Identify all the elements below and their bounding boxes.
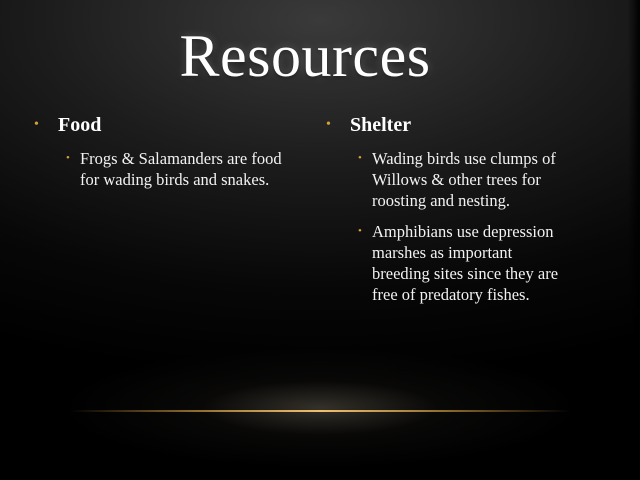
shelter-sub-list [358, 148, 596, 305]
list-item-text: Wading birds use clumps of Willows & other trees for roosting and nesting. [372, 149, 556, 210]
right-column [326, 112, 596, 315]
bullet-icon: • [326, 117, 331, 132]
food-sub-list [66, 148, 292, 190]
floor-accent-line [70, 410, 570, 412]
bullet-icon: • [358, 225, 362, 237]
list-item [66, 148, 292, 190]
slide-edge [628, 0, 640, 480]
left-column [34, 112, 292, 200]
bullet-item-shelter [326, 112, 596, 138]
list-item-text: Frogs & Salamanders are food for wading birds and snakes. [80, 149, 282, 189]
column-heading-food: Food [58, 114, 102, 136]
list-item [358, 221, 596, 305]
bullet-icon: • [358, 152, 362, 164]
bullet-item-food [34, 112, 292, 138]
bullet-icon: • [34, 117, 39, 132]
slide-title: Resources [179, 23, 431, 89]
list-item [358, 148, 596, 211]
bullet-icon: • [66, 152, 70, 164]
list-item-text: Amphibians use depression marshes as important breeding sites since they are free of predatory fishes. [372, 222, 559, 304]
column-heading-shelter: Shelter [350, 114, 412, 136]
